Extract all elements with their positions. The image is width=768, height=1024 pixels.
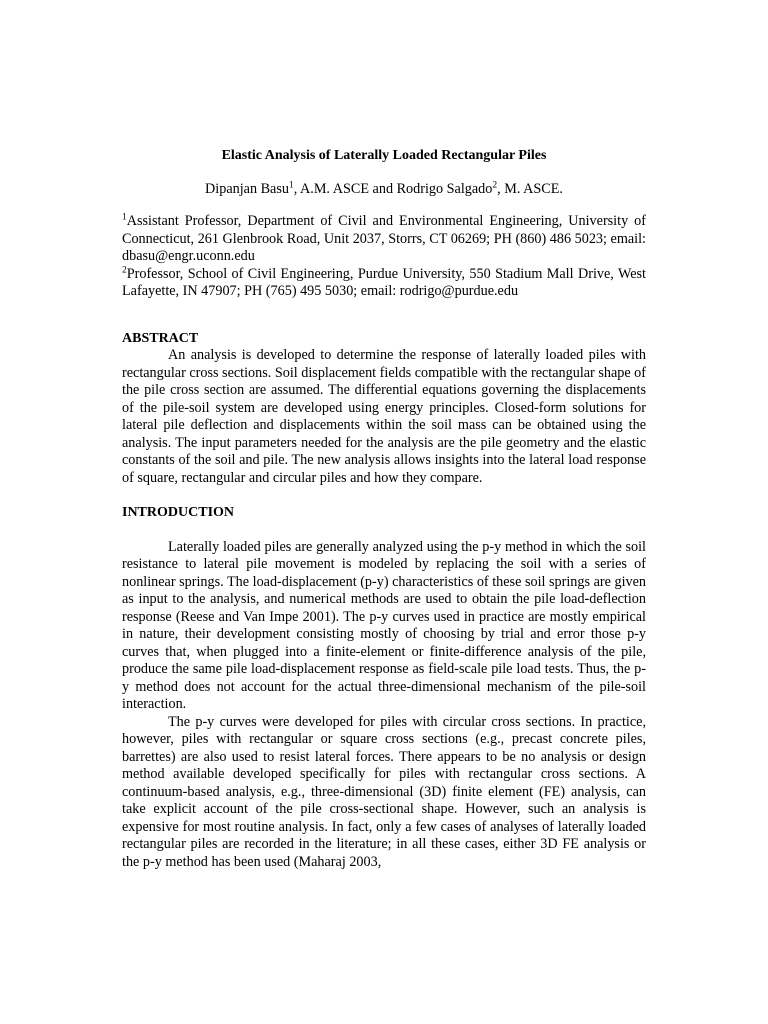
affiliation-1-mark: 1: [122, 212, 127, 223]
author2-suffix: , M. ASCE.: [497, 181, 563, 197]
paper-page: [122, 147, 646, 871]
abstract-heading: ABSTRACT: [122, 330, 199, 346]
affiliation-2-text: Professor, School of Civil Engineering, Purdue University, 550 Stadium Mall Drive, West Lafayette, IN 47907; PH (765) 495 5030; email: rodrigo@purdue.edu: [122, 265, 646, 299]
affiliation-2-mark: 2: [122, 264, 127, 275]
author-line: [122, 180, 646, 198]
introduction-paragraph-1: Laterally loaded piles are generally analyzed using the p-y method in which the soil resistance to lateral pile movement is modeled by replacing the soil with a series of nonlinear springs. The load-displacement (p-y) characteristics of these soil springs are given as input to the analysis, and numerical methods are used to obtain the pile load-deflection response (Reese and Van Impe 2001). The p-y curves used in practice are mostly empirical in nature, their development consisting mostly of choosing by trial and error those p-y curves that, when plugged into a finite-element or finite-difference analysis of the pile, produce the same pile load-displacement response as field-scale pile load tests. Thus, the p-y method does not account for the actual three-dimensional mechanism of the pile-soil interaction.: [122, 538, 646, 712]
author1-suffix: , A.M. ASCE and Rodrigo Salgado: [293, 181, 493, 197]
author1-affil-mark: 1: [288, 180, 294, 191]
introduction-heading: INTRODUCTION: [122, 505, 235, 520]
affiliation-1-text: Assistant Professor, Department of Civil and Environmental Engineering, University of Connecticut, 261 Glenbrook Road, Unit 2037, Storrs, CT 06269; PH (860) 486 5023; email: dbasu@engr.uconn.edu: [122, 213, 646, 264]
affiliation-2: [122, 266, 646, 301]
author2-affil-mark: 2: [492, 180, 498, 191]
affiliations: [122, 213, 646, 301]
affiliation-1: [122, 213, 646, 266]
paper-title: Elastic Analysis of Laterally Loaded Rectangular Piles: [221, 148, 547, 163]
introduction-paragraph-2: The p-y curves were developed for piles with circular cross sections. In practice, however, piles with rectangular or square cross sections (e.g., precast concrete piles, barrettes) are also used to resist lateral forces. There appears to be no analysis or design method available developed specifically for piles with rectangular cross sections. A continuum-based analysis, e.g., three-dimensional (3D) finite element (FE) analysis, can take explicit account of the pile cross-sectional shape. However, such an analysis is expensive for most routine analysis. In fact, only a few cases of analyses of laterally loaded rectangular piles are recorded in the literature; in all these cases, either 3D FE analysis or the p-y method has been used (Maharaj 2003,: [122, 713, 646, 870]
author1-name: Dipanjan Basu: [205, 181, 289, 197]
abstract-text: An analysis is developed to determine the response of laterally loaded piles with rectangular cross sections. Soil displacement fields compatible with the rectangular shape of the pile cross section are assumed. The differential equations governing the displacements of the pile-soil system are developed using energy principles. Closed-form solutions for lateral pile deflection and displacements within the soil mass can be obtained using the analysis. The input parameters needed for the analysis are the pile geometry and the elastic constants of the soil and pile. The new analysis allows insights into the lateral load response of square, rectangular and circular piles and how they compare.: [122, 347, 646, 486]
